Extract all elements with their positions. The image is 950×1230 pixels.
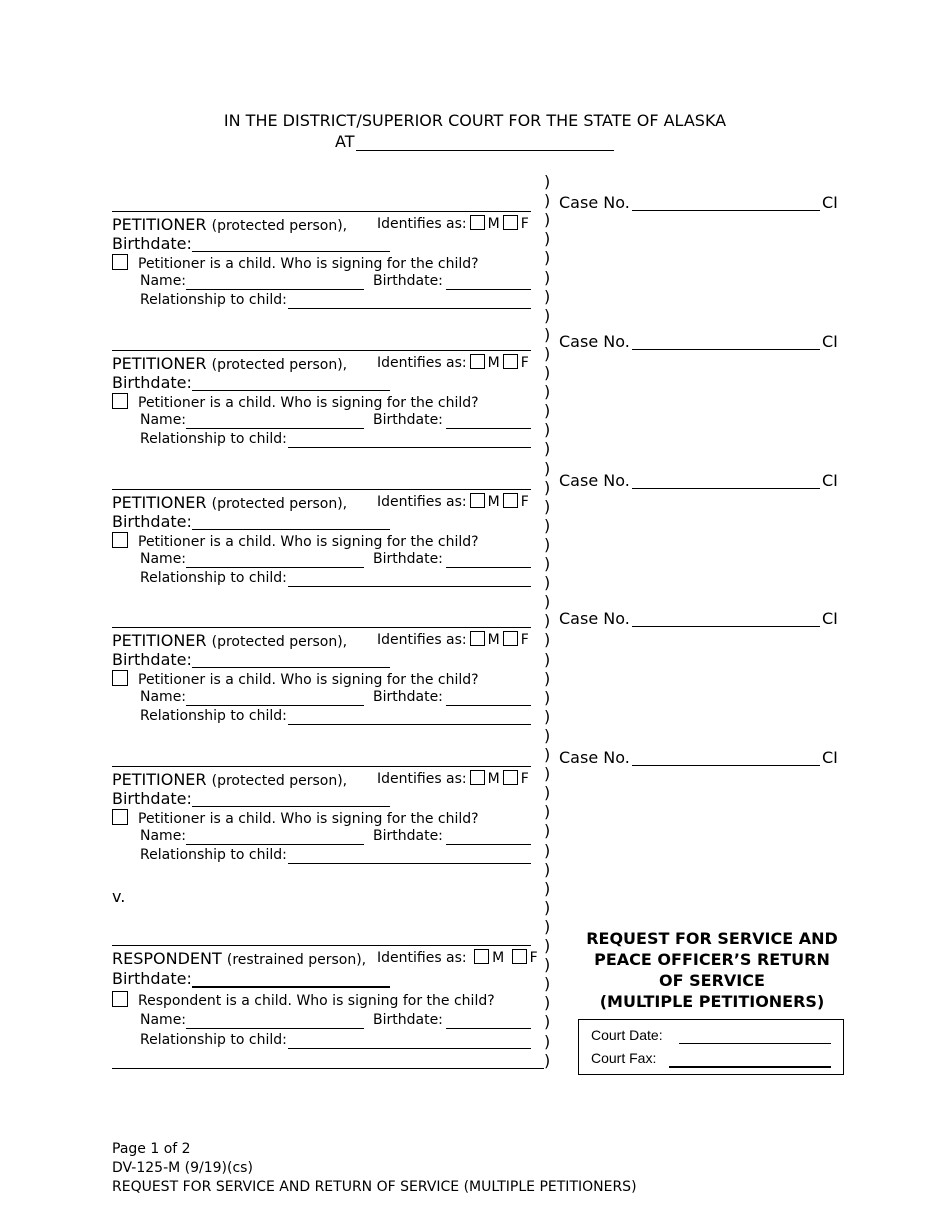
guardian-name-label: Name:: [140, 551, 187, 567]
female-label: F: [520, 632, 529, 648]
identifies-label: Identifies as:: [377, 355, 467, 371]
respondent-guardian-name-label: Name:: [140, 1012, 187, 1028]
petitioner-name-field[interactable]: [112, 766, 531, 767]
court-date-field[interactable]: [679, 1043, 831, 1044]
caption-paren: ): [544, 993, 551, 1012]
petitioner-name-field[interactable]: [112, 211, 531, 212]
guardian-name-label: Name:: [140, 273, 187, 289]
case-number-field[interactable]: [632, 765, 820, 766]
petitioner-role: [112, 215, 347, 234]
petitioner-birthdate-label: Birthdate:: [112, 512, 192, 531]
respondent-role: [112, 949, 366, 968]
male-label: M: [492, 950, 505, 966]
caption-paren: ): [544, 363, 551, 382]
court-date-label: Court Date:: [591, 1027, 663, 1043]
female-checkbox[interactable]: [512, 949, 527, 964]
female-checkbox[interactable]: [503, 215, 518, 230]
caption-paren: ): [544, 860, 551, 879]
caption-paren: ): [544, 573, 551, 592]
male-label: M: [487, 355, 500, 371]
caption-paren: ): [544, 898, 551, 917]
female-label: F: [520, 494, 529, 510]
female-label: F: [529, 950, 538, 966]
petitioner-child-question: Petitioner is a child. Who is signing for the child?: [138, 534, 479, 550]
petitioner-child-row: [112, 532, 479, 550]
petitioner-role-label: PETITIONER: [112, 493, 207, 512]
relationship-label: Relationship to child:: [140, 847, 287, 863]
caption-paren: ): [544, 554, 551, 573]
respondent-guardian-birthdate-label: Birthdate:: [373, 1012, 443, 1028]
identifies-label: Identifies as:: [377, 771, 467, 787]
petitioner-child-question: Petitioner is a child. Who is signing for the child?: [138, 256, 479, 272]
petitioner-child-question: Petitioner is a child. Who is signing for the child?: [138, 811, 479, 827]
form-title-line: (MULTIPLE PETITIONERS): [599, 992, 825, 1011]
respondent-guardian-name-field[interactable]: [186, 1028, 364, 1029]
caption-bottom-rule: [112, 1068, 544, 1069]
petitioner-birthdate-field[interactable]: [192, 667, 390, 668]
petitioner-birthdate-field[interactable]: [192, 529, 390, 530]
guardian-birthdate-label: Birthdate:: [373, 828, 443, 844]
relationship-label: Relationship to child:: [140, 570, 287, 586]
petitioner-role: [112, 493, 347, 512]
identifies-label: Identifies as:: [377, 632, 467, 648]
guardian-birthdate-label: Birthdate:: [373, 412, 443, 428]
petitioner-name-field[interactable]: [112, 489, 531, 490]
caption-paren: ): [544, 955, 551, 974]
guardian-name-field[interactable]: [186, 428, 364, 429]
caption-paren: ): [544, 669, 551, 688]
caption-paren: ): [544, 382, 551, 401]
petitioner-identifies: [377, 215, 529, 232]
caption-paren: ): [544, 650, 551, 669]
petitioner-role: [112, 631, 347, 650]
guardian-birthdate-field[interactable]: [446, 428, 531, 429]
case-number-label: Case No.: [559, 193, 630, 212]
respondent-guardian-birthdate-field[interactable]: [446, 1028, 531, 1029]
guardian-birthdate-field[interactable]: [446, 705, 531, 706]
case-suffix: CI: [822, 748, 838, 767]
petitioner-role-label: PETITIONER: [112, 631, 207, 650]
petitioner-identifies: [377, 631, 529, 648]
caption-paren: ): [544, 1032, 551, 1051]
guardian-name-label: Name:: [140, 412, 187, 428]
form-title-line: PEACE OFFICER’S RETURN: [594, 950, 830, 969]
case-number-label: Case No.: [559, 748, 630, 767]
caption-paren: ): [544, 459, 551, 478]
petitioner-block: [112, 627, 552, 757]
caption-paren: ): [544, 1012, 551, 1031]
petitioner-identifies: [377, 493, 529, 510]
petitioner-block: [112, 489, 552, 619]
caption-paren: ): [544, 516, 551, 535]
male-checkbox[interactable]: [470, 493, 485, 508]
relationship-label: Relationship to child:: [140, 431, 287, 447]
relationship-label: Relationship to child:: [140, 708, 287, 724]
petitioner-role: [112, 770, 347, 789]
caption-paren: ): [544, 630, 551, 649]
guardian-name-label: Name:: [140, 828, 187, 844]
guardian-birthdate-field[interactable]: [446, 567, 531, 568]
caption-paren: ): [544, 611, 551, 630]
caption-paren: ): [544, 439, 551, 458]
case-number-field[interactable]: [632, 488, 820, 489]
respondent-child-question: Respondent is a child. Who is signing for the child?: [138, 993, 495, 1009]
respondent-birthdate-field[interactable]: [192, 986, 390, 988]
case-number-label: Case No.: [559, 332, 630, 351]
case-suffix: CI: [822, 193, 838, 212]
form-title: [578, 928, 846, 1012]
guardian-birthdate-label: Birthdate:: [373, 273, 443, 289]
petitioner-role-note: (protected person),: [211, 357, 348, 373]
footer-form-name: REQUEST FOR SERVICE AND RETURN OF SERVICE (MULTIPLE PETITIONERS): [112, 1179, 637, 1195]
male-checkbox[interactable]: [470, 770, 485, 785]
respondent-identifies: [377, 949, 538, 966]
caption-paren: ): [544, 936, 551, 955]
respondent-birthdate-label: Birthdate:: [112, 969, 192, 988]
male-checkbox[interactable]: [474, 949, 489, 964]
court-fax-field[interactable]: [669, 1066, 831, 1068]
caption-paren: ): [544, 592, 551, 611]
identifies-label: Identifies as:: [377, 216, 467, 232]
caption-paren: ): [544, 726, 551, 745]
guardian-birthdate-label: Birthdate:: [373, 551, 443, 567]
caption-paren: ): [544, 325, 551, 344]
caption-paren: ): [544, 783, 551, 802]
petitioner-role-note: (protected person),: [211, 496, 348, 512]
court-fax-label: Court Fax:: [591, 1050, 657, 1066]
relationship-field[interactable]: [288, 308, 531, 309]
male-checkbox[interactable]: [470, 215, 485, 230]
male-label: M: [487, 632, 500, 648]
respondent-child-checkbox[interactable]: [112, 991, 128, 1007]
identifies-label: Identifies as:: [377, 494, 467, 510]
caption-paren: ): [544, 306, 551, 325]
caption-paren: ): [544, 497, 551, 516]
case-number-label: Case No.: [559, 609, 630, 628]
petitioner-role-note: (protected person),: [211, 773, 348, 789]
caption-paren: ): [544, 707, 551, 726]
petitioner-name-field[interactable]: [112, 627, 531, 628]
court-title: IN THE DISTRICT/SUPERIOR COURT FOR THE STATE OF ALASKA: [223, 111, 727, 130]
identifies-label: Identifies as:: [377, 950, 467, 966]
caption-paren: ): [544, 248, 551, 267]
male-label: M: [487, 771, 500, 787]
petitioner-identifies: [377, 354, 529, 371]
respondent-name-field[interactable]: [112, 945, 531, 946]
petitioner-child-checkbox[interactable]: [112, 670, 128, 686]
form-title-line: OF SERVICE: [659, 971, 765, 990]
petitioner-child-checkbox[interactable]: [112, 254, 128, 270]
female-checkbox[interactable]: [503, 493, 518, 508]
case-suffix: CI: [822, 332, 838, 351]
petitioner-block: [112, 350, 552, 480]
female-label: F: [520, 771, 529, 787]
female-checkbox[interactable]: [503, 631, 518, 646]
relationship-field[interactable]: [288, 586, 531, 587]
petitioner-block: [112, 766, 552, 896]
case-number-label: Case No.: [559, 471, 630, 490]
guardian-name-field[interactable]: [186, 705, 364, 706]
caption-paren: ): [544, 401, 551, 420]
male-label: M: [487, 494, 500, 510]
female-label: F: [520, 355, 529, 371]
female-checkbox[interactable]: [503, 354, 518, 369]
petitioner-child-row: [112, 670, 479, 688]
caption-paren: ): [544, 535, 551, 554]
caption-paren: ): [544, 879, 551, 898]
petitioner-child-checkbox[interactable]: [112, 809, 128, 825]
petitioner-block: [112, 211, 552, 341]
respondent-role-note: (restrained person),: [226, 952, 367, 968]
petitioner-role-label: PETITIONER: [112, 215, 207, 234]
guardian-name-field[interactable]: [186, 289, 364, 290]
caption-paren: ): [544, 841, 551, 860]
caption-paren: ): [544, 688, 551, 707]
guardian-birthdate-label: Birthdate:: [373, 689, 443, 705]
respondent-relationship-label: Relationship to child:: [140, 1032, 287, 1048]
male-checkbox[interactable]: [470, 631, 485, 646]
respondent-block: [112, 945, 552, 1075]
petitioner-name-field[interactable]: [112, 350, 531, 351]
caption-paren: ): [544, 420, 551, 439]
caption-paren: ): [544, 287, 551, 306]
guardian-birthdate-field[interactable]: [446, 844, 531, 845]
caption-paren: ): [544, 191, 551, 210]
petitioner-birthdate-label: Birthdate:: [112, 650, 192, 669]
male-label: M: [487, 216, 500, 232]
male-checkbox[interactable]: [470, 354, 485, 369]
petitioner-birthdate-field[interactable]: [192, 251, 390, 252]
petitioner-birthdate-label: Birthdate:: [112, 234, 192, 253]
female-label: F: [520, 216, 529, 232]
case-number-field[interactable]: [632, 349, 820, 350]
petitioner-birthdate-field[interactable]: [192, 806, 390, 807]
footer-page: Page 1 of 2: [112, 1141, 191, 1157]
caption-paren: ): [544, 478, 551, 497]
petitioner-child-checkbox[interactable]: [112, 532, 128, 548]
caption-paren: ): [544, 802, 551, 821]
petitioner-child-checkbox[interactable]: [112, 393, 128, 409]
caption-paren: ): [544, 210, 551, 229]
court-location-label: AT: [335, 132, 355, 151]
caption-paren: ): [544, 764, 551, 783]
relationship-field[interactable]: [288, 863, 531, 864]
respondent-relationship-field[interactable]: [288, 1048, 531, 1049]
case-number-field[interactable]: [632, 210, 820, 211]
petitioner-role-label: PETITIONER: [112, 354, 207, 373]
petitioner-child-question: Petitioner is a child. Who is signing for the child?: [138, 672, 479, 688]
petitioner-role-note: (protected person),: [211, 634, 348, 650]
relationship-label: Relationship to child:: [140, 292, 287, 308]
caption-paren: ): [544, 917, 551, 936]
versus-label: v.: [112, 887, 126, 906]
caption-paren: ): [544, 229, 551, 248]
petitioner-role: [112, 354, 347, 373]
court-location-field[interactable]: [356, 150, 614, 151]
petitioner-birthdate-field[interactable]: [192, 390, 390, 391]
petitioner-child-row: [112, 254, 479, 272]
petitioner-role-note: (protected person),: [211, 218, 348, 234]
caption-paren: ): [544, 745, 551, 764]
caption-paren: ): [544, 821, 551, 840]
respondent-child-row: [112, 991, 495, 1009]
guardian-birthdate-field[interactable]: [446, 289, 531, 290]
caption-paren: ): [544, 974, 551, 993]
caption-paren: ): [544, 1051, 551, 1070]
petitioner-child-question: Petitioner is a child. Who is signing for the child?: [138, 395, 479, 411]
guardian-name-field[interactable]: [186, 567, 364, 568]
case-number-field[interactable]: [632, 626, 820, 627]
court-info-box: [578, 1019, 844, 1075]
petitioner-identifies: [377, 770, 529, 787]
petitioner-child-row: [112, 809, 479, 827]
relationship-field[interactable]: [288, 724, 531, 725]
petitioner-birthdate-label: Birthdate:: [112, 789, 192, 808]
guardian-name-field[interactable]: [186, 844, 364, 845]
petitioner-role-label: PETITIONER: [112, 770, 207, 789]
caption-paren: ): [544, 172, 551, 191]
footer-form-id: DV-125-M (9/19)(cs): [112, 1160, 253, 1176]
female-checkbox[interactable]: [503, 770, 518, 785]
petitioner-child-row: [112, 393, 479, 411]
case-suffix: CI: [822, 471, 838, 490]
case-suffix: CI: [822, 609, 838, 628]
guardian-name-label: Name:: [140, 689, 187, 705]
form-title-line: REQUEST FOR SERVICE AND: [586, 929, 838, 948]
respondent-role-label: RESPONDENT: [112, 949, 222, 968]
petitioner-birthdate-label: Birthdate:: [112, 373, 192, 392]
caption-paren: ): [544, 268, 551, 287]
relationship-field[interactable]: [288, 447, 531, 448]
caption-paren: ): [544, 344, 551, 363]
